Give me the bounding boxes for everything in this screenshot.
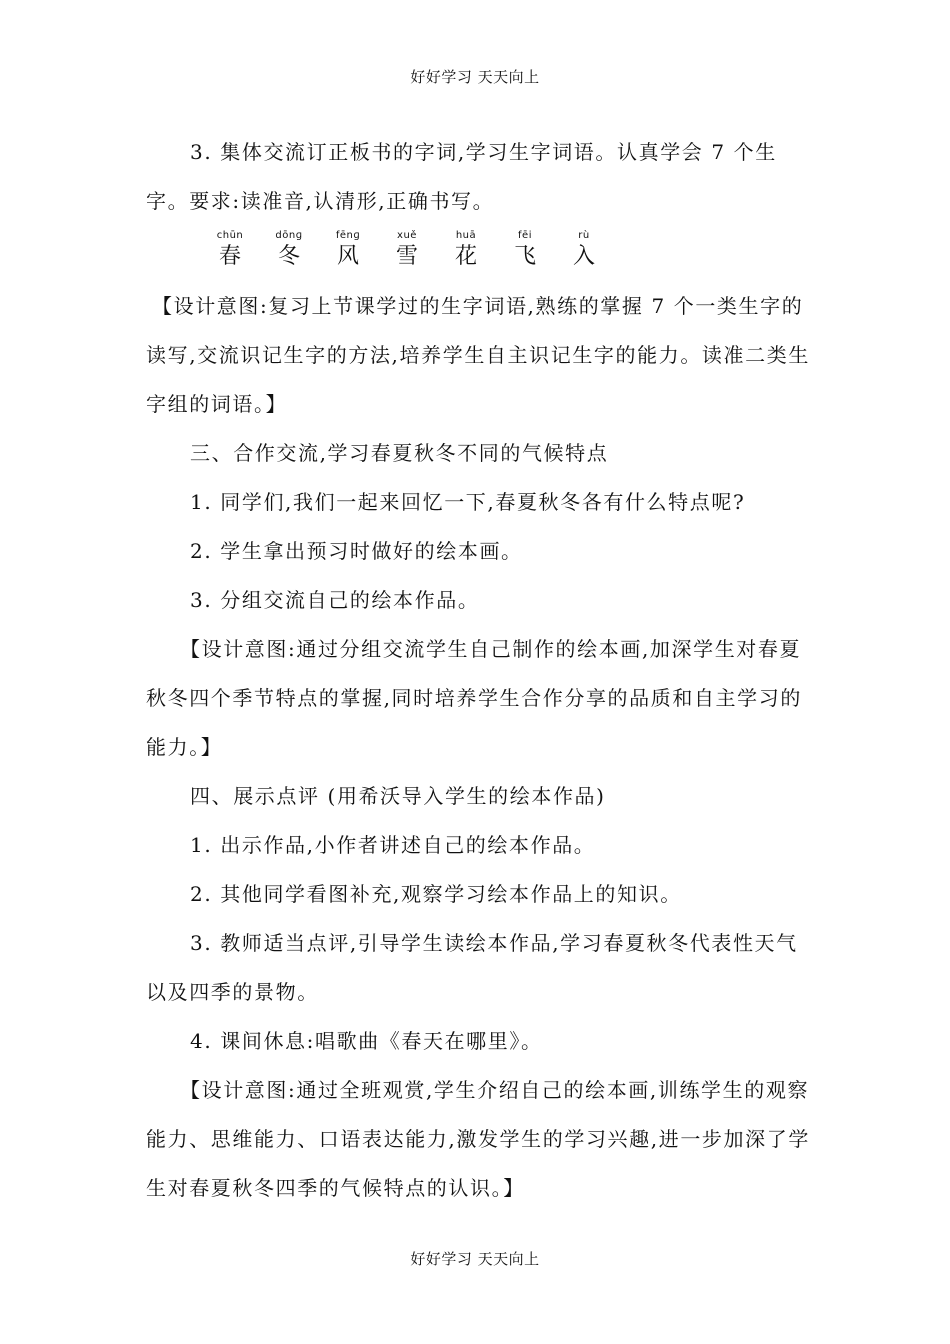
pinyin-character-row [146,230,811,282]
character-feng [318,230,378,282]
pinyin-label: chūn [216,230,244,241]
hanzi-label: 雪 [395,244,418,269]
character-dong [259,230,319,282]
character-ru [554,230,614,282]
paragraph-s4-step-3: 3. 教师适当点评,引导学生读绘本作品,学习春夏秋冬代表性天气以及四季的景物。 [146,931,798,1004]
paragraph-s4-step-2: 2. 其他同学看图补充,观察学习绘本作品上的知识。 [190,882,682,906]
pinyin-label: fēi [518,230,532,241]
document-body [146,128,811,1213]
paragraph-s3-step-3: 3. 分组交流自己的绘本作品。 [190,588,480,612]
pinyin-label: fēnɡ [335,230,361,241]
page-header: 好好学习 天天向上 [410,68,540,86]
page-footer: 好好学习 天天向上 [410,1250,540,1268]
paragraph-s4-step-4: 4. 课间休息:唱歌曲《春天在哪里》。 [190,1029,543,1053]
design-intent-3: 【设计意图:通过全班观赏,学生介绍自己的绘本画,训练学生的观察能力、思维能力、口语表达能力,激发学生的学习兴趣,进一步加深了学生对春夏秋冬四季的气候特点的认识。】 [146,1078,810,1200]
paragraph-step-3: 3. 集体交流订正板书的字词,学习生字词语。认真学会 7 个生字。要求:读准音,认清形,正确书写。 [146,140,777,213]
pinyin-label: huā [455,230,477,241]
hanzi-label: 冬 [277,244,300,269]
character-xue [377,230,437,282]
character-chun [200,230,260,282]
pinyin-label: xuě [397,230,417,241]
paragraph-s3-step-2: 2. 学生拿出预习时做好的绘本画。 [190,539,523,563]
paragraph-s3-step-1: 1. 同学们,我们一起来回忆一下,春夏秋冬各有什么特点呢? [190,490,746,514]
design-intent-2: 【设计意图:通过分组交流学生自己制作的绘本画,加深学生对春夏秋冬四个季节特点的掌握,同时培养学生合作分享的品质和自主学习的能力。】 [146,637,802,759]
character-fei [495,230,555,282]
character-hua [436,230,496,282]
pinyin-label: dōnɡ [275,230,303,241]
hanzi-label: 入 [572,244,595,269]
hanzi-label: 飞 [513,244,536,269]
paragraph-s4-step-1: 1. 出示作品,小作者讲述自己的绘本作品。 [190,833,596,857]
pinyin-label: rù [578,230,590,241]
section-heading-4: 四、展示点评 (用希沃导入学生的绘本作品) [190,784,606,808]
hanzi-label: 春 [218,244,241,269]
design-intent-1: 【设计意图:复习上节课学过的生字词语,熟练的掌握 7 个一类生字的读写,交流识记生字的方法,培养学生自主识记生字的能力。读准二类生字组的词语。】 [146,294,810,416]
hanzi-label: 风 [336,244,359,269]
hanzi-label: 花 [454,244,477,269]
section-heading-3: 三、合作交流,学习春夏秋冬不同的气候特点 [190,441,609,465]
